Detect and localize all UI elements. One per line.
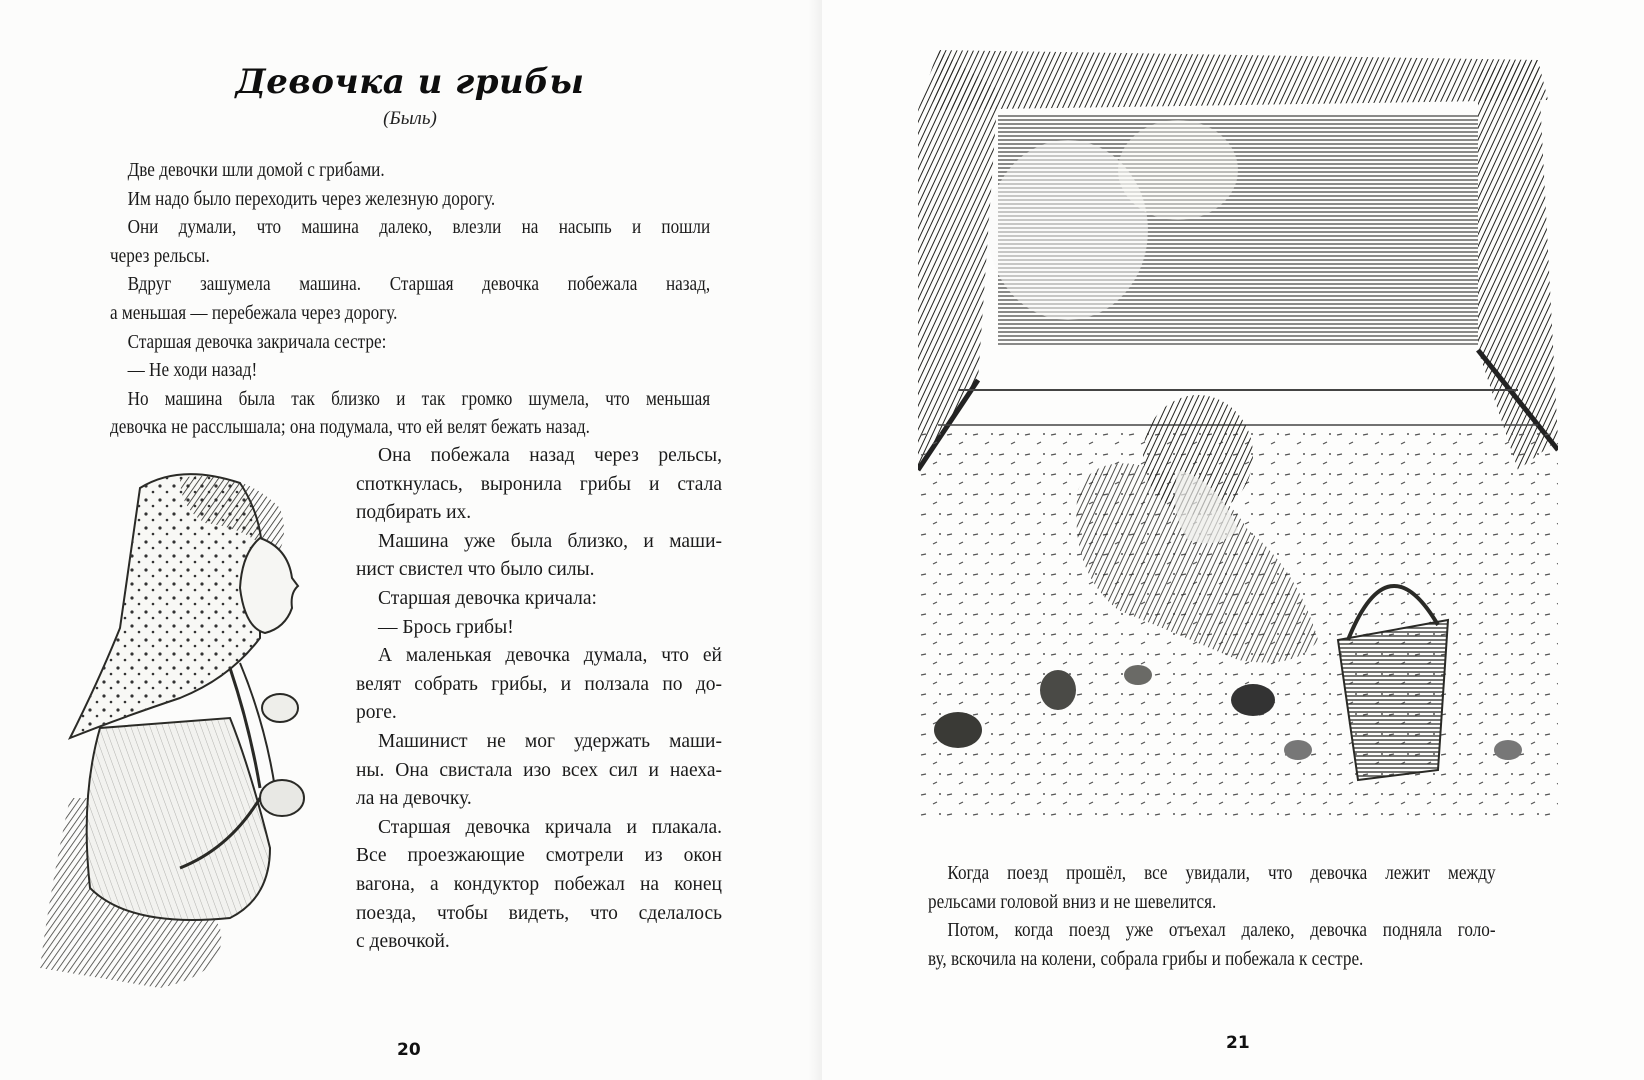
paragraph <box>356 528 722 585</box>
text-line: вагона, а кондуктор побежал на конец <box>356 873 722 895</box>
text-line: Потом, когда поезд уже отъехал далеко, девочка подняла голо- <box>947 920 1496 942</box>
text-line: А маленькая девочка думала, что ей <box>378 645 722 667</box>
text-line: ву, вскочила на колени, собрала грибы и побежала к сестре. <box>928 948 1364 970</box>
paragraph <box>356 585 722 614</box>
text-line: Они думали, что машина далеко, влезли на насыпь и пошли <box>127 217 711 239</box>
paragraph <box>928 860 1496 917</box>
page-number-right: 21 <box>1226 1033 1250 1053</box>
paragraph <box>110 271 711 328</box>
text-line: Она побежала назад через рельсы, <box>378 445 722 466</box>
rail-scene-illustration <box>918 50 1558 820</box>
paragraph <box>110 157 708 186</box>
paragraph <box>356 442 722 528</box>
text-line: велят собрать грибы, и ползала по до- <box>356 673 722 695</box>
paragraph <box>110 186 708 215</box>
paragraph <box>110 214 711 271</box>
text-line: Вдруг зашумела машина. Старшая девочка побежала назад, <box>127 274 711 296</box>
paragraph <box>928 917 1496 974</box>
text-line: Им надо было переходить через железную дорогу. <box>127 188 496 210</box>
text-line: споткнулась, выронила грибы и стала <box>356 473 722 495</box>
text-line: поезда, чтобы видеть, что сделалось <box>356 902 722 924</box>
paragraph <box>110 329 708 358</box>
paragraph <box>356 814 722 957</box>
girl-illustration <box>30 468 330 1008</box>
text-line: Машина уже была близко, и маши- <box>378 530 722 552</box>
text-line: а меньшая — перебежала через дорогу. <box>110 302 398 324</box>
paragraph <box>110 386 711 443</box>
text-line: девочка не расслышала; она подумала, что ей велят бежать назад. <box>110 417 590 439</box>
text-line: нист свистел что было силы. <box>356 559 595 581</box>
text-line: Старшая девочка кричала: <box>378 587 597 609</box>
text-line: ла на девочку. <box>356 788 472 810</box>
text-block-column <box>356 442 722 957</box>
text-line: — Брось грибы! <box>378 616 514 638</box>
story-title: Девочка и грибы <box>235 62 585 102</box>
text-line: Когда поезд прошёл, все увидали, что девочка лежит между <box>947 863 1496 884</box>
text-line: Но машина была так близко и так громко шумела, что меньшая <box>127 388 711 410</box>
text-line: рельсами головой вниз и не шевелится. <box>928 891 1217 913</box>
text-line: Старшая девочка кричала и плакала. <box>378 816 722 838</box>
text-line: Все проезжающие смотрели из окон <box>356 845 722 867</box>
text-line: подбирать их. <box>356 502 472 524</box>
page-number-left: 20 <box>397 1040 421 1060</box>
text-line: ны. Она свистала изо всех сил и наеха- <box>356 759 722 781</box>
text-line: — Не ходи назад! <box>127 360 258 382</box>
text-block-right <box>928 860 1508 974</box>
text-line: роге. <box>356 702 397 724</box>
text-line: через рельсы. <box>110 245 210 267</box>
paragraph <box>110 357 708 386</box>
paragraph <box>356 642 722 728</box>
text-line: Две девочки шли домой с грибами. <box>127 160 385 181</box>
text-line: Старшая девочка закричала сестре: <box>127 331 387 353</box>
text-line: с девочкой. <box>356 931 450 953</box>
story-subtitle: (Быль) <box>383 108 437 129</box>
paragraph <box>356 614 722 643</box>
text-block-full-width <box>110 157 790 443</box>
text-line: Машинист не мог удержать маши- <box>378 730 722 752</box>
paragraph <box>356 728 722 814</box>
